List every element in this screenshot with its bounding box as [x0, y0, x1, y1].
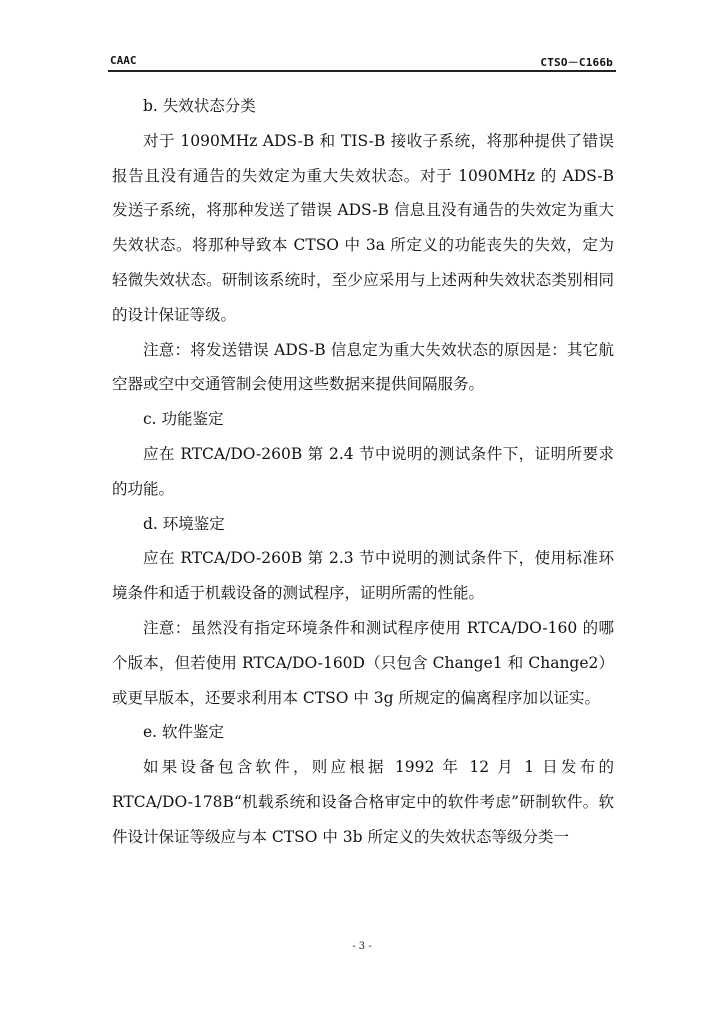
document-body — [112, 89, 614, 855]
section-heading-b: b. 失效状态分类 — [143, 97, 256, 115]
header-doc-number: CTSO－C166b — [540, 56, 613, 69]
page-number: - 3 - — [352, 941, 372, 952]
section-heading-d: d. 环境鉴定 — [143, 514, 225, 533]
note-do-160-version: 注意：虽然没有指定环境条件和测试程序使用 RTCA/DO-160 的哪个版本，但若使用 RTCA/DO-160D（只包含 Change1 和 Change2）或更早版本，还要求利用本 CTSO 中 3g 所规定的偏离程序加以证实。 — [112, 618, 614, 707]
paragraph-software-qualification: 如果设备包含软件，则应根据 1992 年 12 月 1 日发布的 RTCA/DO-178B“机载系统和设备合格审定中的软件考虑”研制软件。软件设计保证等级应与本 CTSO 中 3b 所定义的失效状态等级分类一 — [112, 758, 614, 846]
section-heading-e: e. 软件鉴定 — [143, 723, 225, 742]
paragraph-failure-classification: 对于 1090MHz ADS-B 和 TIS-B 接收子系统，将那种提供了错误报告且没有通告的失效定为重大失效状态。对于 1090MHz 的 ADS-B 发送子系统，将那种发送了错误 ADS-B 信息且没有通告的失效定为重大失效状态。将那种导致本 CTSO 中 3a 所定义的功能丧失的失效，定为轻微失效状态。研制该系统时，至少应采用与上述两种失效状态类别相同的设计保证等级。 — [112, 131, 614, 324]
note-ads-b-error: 注意：将发送错误 ADS-B 信息定为重大失效状态的原因是：其它航空器或空中交通管制会使用这些数据来提供间隔服务。 — [112, 340, 614, 394]
paragraph-environmental-qualification: 应在 RTCA/DO-260B 第 2.3 节中说明的测试条件下，使用标准环境条件和适于机载设备的测试程序，证明所需的性能。 — [112, 549, 614, 603]
section-heading-c: c. 功能鉴定 — [143, 410, 224, 429]
header-org: CAAC — [110, 54, 137, 67]
header-rule — [108, 70, 616, 72]
paragraph-functional-qualification: 应在 RTCA/DO-260B 第 2.4 节中说明的测试条件下，证明所要求的功能。 — [112, 444, 614, 498]
